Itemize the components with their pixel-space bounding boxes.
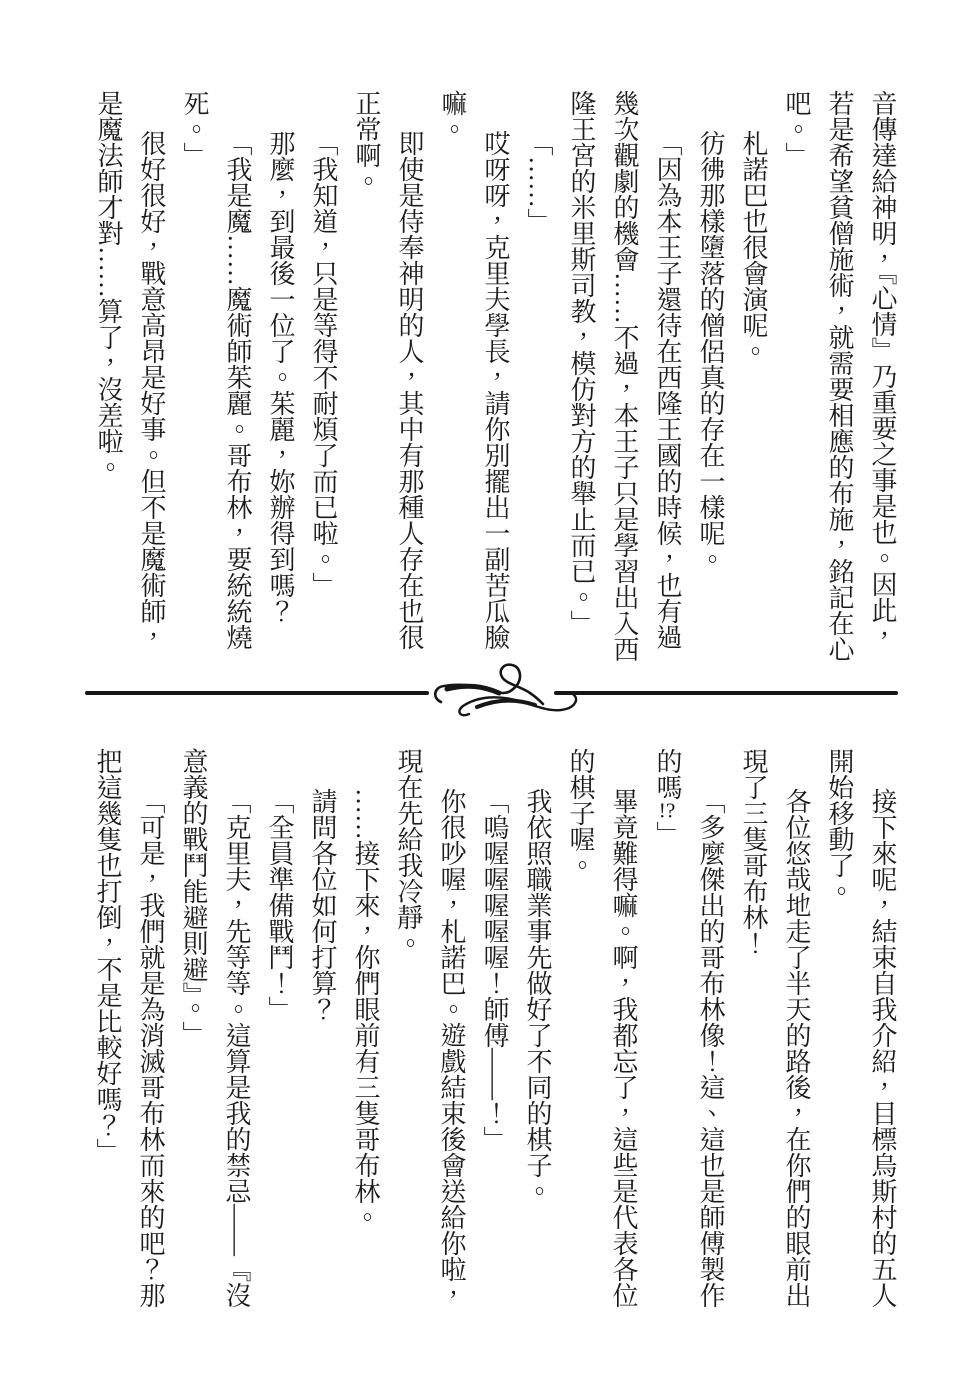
text-line: 把這幾隻也打倒，不是比較好嗎？」 [93,748,122,1164]
section-divider [85,655,898,730]
text-line: 哎呀呀，克里夫學長，請你別擺出一副苦瓜臉 [481,130,510,650]
text-line: 現在先給我冷靜。 [394,748,423,956]
text-line: ……接下來，你們眼前有三隻哥布林。 [351,788,380,1230]
text-line: 很好很好，戰意高昂是好事。但不是魔術師， [137,130,166,650]
text-line: 「全員準備戰鬥！」 [265,788,294,1022]
text-line: 「克里夫，先等等。這算是我的禁忌——『沒 [222,788,251,1308]
text-line: 隆王宮的米里斯司教，模仿對方的舉止而已。」 [567,90,596,636]
text-line: 那麼，到最後一位了。茱麗，妳辦得到嗎？ [266,130,295,624]
text-line: 你很吵喔，札諾巴。遊戲結束後會送給你啦， [437,788,466,1308]
text-line: 若是希望貧僧施術，就需要相應的布施，銘記在心 [825,90,854,662]
text-line: 畢竟難得嘛。啊，我都忘了，這些是代表各位 [609,788,638,1308]
divider-flourish-icon [417,655,607,730]
text-line: 「因為本王子還待在西隆王國的時候，也有過 [653,130,682,650]
text-line: 「我知道，只是等得不耐煩了而已啦。」 [309,130,338,598]
text-line: 嘛。 [438,90,467,142]
text-line: 「多麼傑出的哥布林像！這、這也是師傅製作 [696,788,725,1308]
text-line: 吧。」 [782,90,811,168]
text-line: 的棋子喔。 [566,748,595,878]
text-line: 幾次觀劇的機會……不過，本王子只是學習出入西 [610,90,639,662]
bottom-text-block [84,748,904,1308]
text-line: 「可是，我們就是為消滅哥布林而來的吧？那 [136,788,165,1308]
text-line: 「……」 [524,130,553,234]
text-line: 「嗚喔喔喔喔喔！師傅——！」 [480,788,509,1152]
text-line: 現了三隻哥布林！ [739,748,768,956]
text-line: 我依照職業事先做好了不同的棋子。 [523,788,552,1204]
text-line: 各位悠哉地走了半天的路後，在你們的眼前出 [782,788,811,1308]
text-line: 開始移動了。 [825,748,854,904]
text-line: 音傳達給神明，『心情』乃重要之事是也。因此， [868,90,897,649]
top-text-block [84,90,904,675]
text-line: 是魔法師才對……算了，沒差啦。 [94,90,123,480]
text-line: 死。」 [180,90,209,168]
text-line: 即使是侍奉神明的人，其中有那種人存在也很 [395,130,424,650]
text-line: 彷彿那樣墮落的僧侶真的存在一樣呢。 [696,130,725,572]
text-line: 意義的戰鬥能避則避』。」 [179,748,208,1047]
text-line: 請問各位如何打算？ [308,788,337,1022]
text-line: 札諾巴也很會演呢。 [739,130,768,364]
text-line: 正常啊。 [352,90,381,194]
text-line: 接下來呢，結束自我介紹，目標烏斯村的五人 [868,788,897,1308]
divider-line-left [85,691,429,695]
text-line: 「我是魔……魔術師茱麗。哥布林，要統統燒 [223,130,252,650]
text-line: 的嗎!?」 [653,748,682,848]
